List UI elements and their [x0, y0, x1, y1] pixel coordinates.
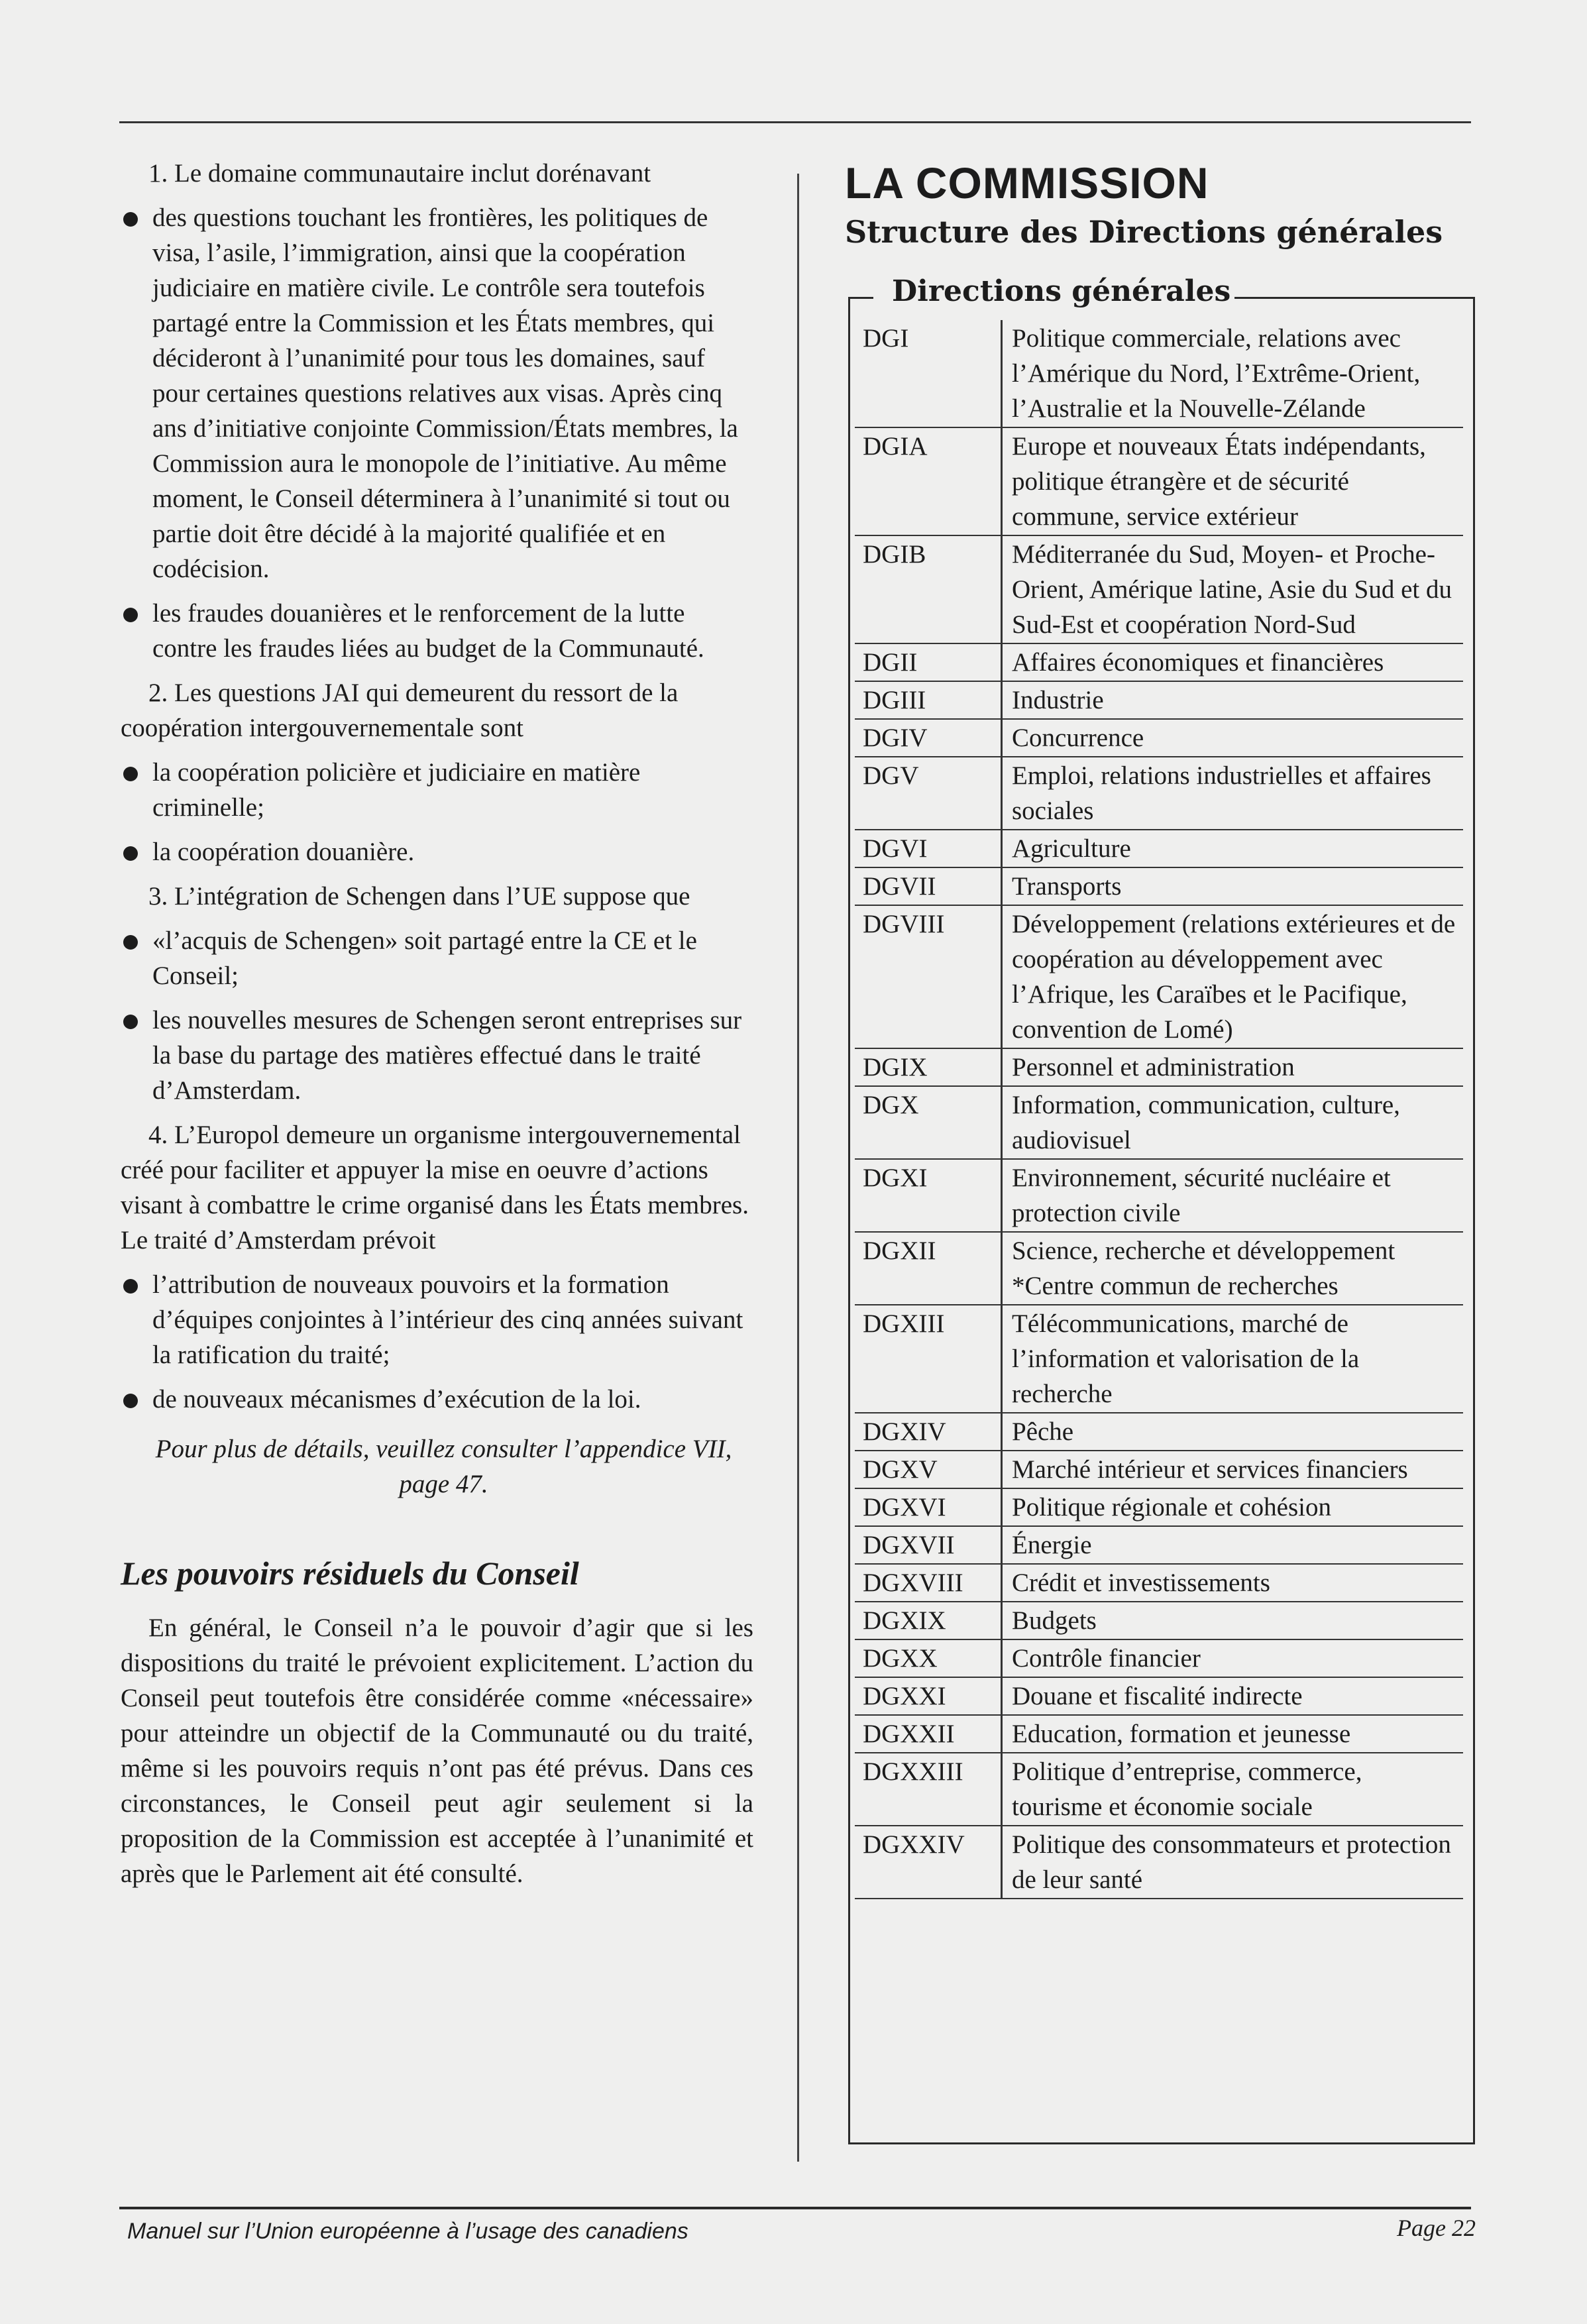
bullet-text: la coopération douanière.	[152, 838, 415, 866]
appendix-note: Pour plus de détails, veuillez consulter l’appendice VII, page 47.	[155, 1435, 732, 1498]
dg-code: DGIV	[855, 719, 1002, 757]
bullet-text: les fraudes douanières et le renforcement de la lutte contre les fraudes liées au budget de la Communauté.	[152, 599, 704, 663]
dg-code: DGXI	[855, 1159, 1002, 1232]
table-row	[855, 905, 1463, 1048]
dg-description: Méditerranée du Sud, Moyen- et Proche-Orient, Amérique latine, Asie du Sud et du Sud-Est et coopération Nord-Sud	[1002, 535, 1464, 643]
bullet-icon	[123, 1279, 138, 1294]
dg-description: Europe et nouveaux États indépendants, politique étrangère et de sécurité commune, service extérieur	[1002, 427, 1464, 535]
section-body: En général, le Conseil n’a le pouvoir d’agir que si les dispositions du traité le prévoient explicitement. L’action du Conseil peut toutefois être considérée comme «nécessaire» pour atteindre un objectif de la Communauté ou du traité, même si les pouvoirs requis n’ont pas été prévus. Dans ces circonstances, le Conseil peut agir seulement si la proposition de la Commission est acceptée à l’unanimité et après que le Parlement ait été consulté.	[121, 1614, 753, 1888]
dg-description: Education, formation et jeunesse	[1002, 1715, 1464, 1753]
bullet-text: les nouvelles mesures de Schengen seront entreprises sur la base du partage des matières effectué dans le traité d’Amsterdam.	[152, 1006, 742, 1105]
table-row	[855, 1413, 1463, 1451]
dg-description: Agriculture	[1002, 830, 1464, 867]
box-heading: Directions générales	[888, 272, 1234, 311]
dg-description: Information, communication, culture, audiovisuel	[1002, 1086, 1464, 1159]
page-subtitle: Structure des Directions générales	[845, 214, 1443, 250]
dg-description: Douane et fiscalité indirecte	[1002, 1677, 1464, 1715]
section-heading: Les pouvoirs résiduels du Conseil	[121, 1555, 579, 1592]
table-row	[855, 1488, 1463, 1526]
table-row	[855, 1677, 1463, 1715]
dg-code: DGXVI	[855, 1488, 1002, 1526]
dg-code: DGXXIV	[855, 1826, 1002, 1899]
dg-description: Crédit et investissements	[1002, 1564, 1464, 1602]
right-column-header	[845, 159, 1471, 252]
dg-code: DGXX	[855, 1639, 1002, 1677]
dg-description: Politique commerciale, relations avec l’Amérique du Nord, l’Extrême-Orient, l’Australie et la Nouvelle-Zélande	[1002, 320, 1464, 427]
table-row	[855, 1232, 1463, 1305]
table-row	[855, 719, 1463, 757]
table-row	[855, 643, 1463, 681]
dg-description: Environnement, sécurité nucléaire et protection civile	[1002, 1159, 1464, 1232]
dg-code: DGXV	[855, 1451, 1002, 1488]
dg-code: DGIB	[855, 535, 1002, 643]
bullet-icon	[123, 1015, 138, 1029]
dg-code: DGVIII	[855, 905, 1002, 1048]
table-row	[855, 830, 1463, 867]
dg-description: Politique d’entreprise, commerce, tourisme et économie sociale	[1002, 1753, 1464, 1826]
bullet-icon	[123, 608, 138, 622]
dg-description: Marché intérieur et services financiers	[1002, 1451, 1464, 1488]
bullet-icon	[123, 1394, 138, 1408]
dg-description: Transports	[1002, 867, 1464, 905]
dg-code: DGXXI	[855, 1677, 1002, 1715]
footer-title: Manuel sur l’Union européenne à l’usage des canadiens	[127, 2219, 688, 2244]
dg-description: Affaires économiques et financières	[1002, 643, 1464, 681]
dg-code: DGXIII	[855, 1305, 1002, 1413]
paragraph-2: 2. Les questions JAI qui demeurent du ressort de la coopération intergouvernementale sont	[121, 679, 679, 742]
bullet-item	[121, 923, 753, 993]
table-row	[855, 1159, 1463, 1232]
paragraph-3: 3. L’intégration de Schengen dans l’UE suppose que	[148, 882, 690, 911]
dg-description: Concurrence	[1002, 719, 1464, 757]
dg-code: DGXIV	[855, 1413, 1002, 1451]
paragraph-4: 4. L’Europol demeure un organisme intergouvernemental créé pour faciliter et appuyer la mise en oeuvre d’actions visant à combattre le crime organisé dans les États membres. Le traité d’Amsterdam prévoit	[121, 1121, 749, 1254]
dg-code: DGI	[855, 320, 1002, 427]
table-row	[855, 681, 1463, 719]
dg-description: Contrôle financier	[1002, 1639, 1464, 1677]
table-row	[855, 1305, 1463, 1413]
table-row	[855, 1451, 1463, 1488]
bullet-text: des questions touchant les frontières, les politiques de visa, l’asile, l’immigration, ainsi que la coopération judiciaire en matière civile. Le contrôle sera toutefois partagé entre la Commission et les États membres, qui décideront à l’unanimité pour tous les domaines, sauf pour certaines questions relatives aux visas. Après cinq ans d’initiative conjointe Commission/États membres, la Commission aura le monopole de l’initiative. Au même moment, le Conseil déterminera à l’unanimité si tout ou partie doit être décidé à la majorité qualifiée et en codécision.	[152, 203, 738, 583]
dg-code: DGXXII	[855, 1715, 1002, 1753]
bullet-item	[121, 596, 753, 666]
column-divider	[797, 174, 799, 2162]
table-row	[855, 1048, 1463, 1086]
dg-description: Politique des consommateurs et protection de leur santé	[1002, 1826, 1464, 1899]
table-row	[855, 427, 1463, 535]
table-row	[855, 535, 1463, 643]
table-row	[855, 1564, 1463, 1602]
table-row	[855, 1602, 1463, 1639]
left-column	[121, 156, 753, 1901]
dg-description: Science, recherche et développement *Centre commun de recherches	[1002, 1232, 1464, 1305]
bullet-text: «l’acquis de Schengen» soit partagé entre la CE et le Conseil;	[152, 926, 697, 990]
dg-code: DGIX	[855, 1048, 1002, 1086]
table-row	[855, 757, 1463, 830]
bullet-item	[121, 1267, 753, 1372]
page-title: LA COMMISSION	[845, 158, 1209, 207]
dg-code: DGIII	[855, 681, 1002, 719]
table-row	[855, 320, 1463, 427]
table-row	[855, 1826, 1463, 1899]
dg-code: DGXIX	[855, 1602, 1002, 1639]
bullet-item	[121, 834, 753, 869]
directions-table	[855, 320, 1463, 1899]
bullet-item	[121, 755, 753, 825]
dg-code: DGVII	[855, 867, 1002, 905]
bullet-text: l’attribution de nouveaux pouvoirs et la formation d’équipes conjointes à l’intérieur des cinq années suivant la ratification du traité;	[152, 1270, 743, 1369]
paragraph-1: 1. Le domaine communautaire inclut dorénavant	[148, 159, 651, 188]
bullet-text: de nouveaux mécanismes d’exécution de la loi.	[152, 1385, 641, 1413]
dg-code: DGII	[855, 643, 1002, 681]
dg-code: DGXXIII	[855, 1753, 1002, 1826]
directions-table-body	[855, 320, 1463, 1899]
dg-description: Budgets	[1002, 1602, 1464, 1639]
dg-description: Politique régionale et cohésion	[1002, 1488, 1464, 1526]
bullet-icon	[123, 846, 138, 861]
bullet-item	[121, 1003, 753, 1108]
table-row	[855, 1086, 1463, 1159]
dg-code: DGXII	[855, 1232, 1002, 1305]
bullet-icon	[123, 767, 138, 781]
dg-code: DGX	[855, 1086, 1002, 1159]
dg-code: DGV	[855, 757, 1002, 830]
top-rule	[119, 121, 1471, 123]
table-row	[855, 867, 1463, 905]
table-row	[855, 1526, 1463, 1564]
box-frame-right	[1223, 297, 1475, 299]
bullet-text: la coopération policière et judiciaire en matière criminelle;	[152, 758, 641, 822]
bullet-item	[121, 200, 753, 586]
dg-description: Emploi, relations industrielles et affaires sociales	[1002, 757, 1464, 830]
bullet-item	[121, 1382, 753, 1417]
footer-rule	[119, 2207, 1471, 2209]
dg-description: Télécommunications, marché de l’information et valorisation de la recherche	[1002, 1305, 1464, 1413]
dg-code: DGXVIII	[855, 1564, 1002, 1602]
dg-code: DGIA	[855, 427, 1002, 535]
table-row	[855, 1753, 1463, 1826]
bullet-icon	[123, 935, 138, 950]
dg-code: DGXVII	[855, 1526, 1002, 1564]
page-number: Page 22	[1397, 2215, 1476, 2241]
table-row	[855, 1715, 1463, 1753]
table-row	[855, 1639, 1463, 1677]
dg-code: DGVI	[855, 830, 1002, 867]
bullet-icon	[123, 212, 138, 227]
dg-description: Pêche	[1002, 1413, 1464, 1451]
dg-description: Industrie	[1002, 681, 1464, 719]
dg-description: Développement (relations extérieures et de coopération au développement avec l’Afrique, les Caraïbes et le Pacifique, convention de Lomé)	[1002, 905, 1464, 1048]
dg-description: Énergie	[1002, 1526, 1464, 1564]
dg-description: Personnel et administration	[1002, 1048, 1464, 1086]
box-frame-left	[848, 297, 873, 299]
